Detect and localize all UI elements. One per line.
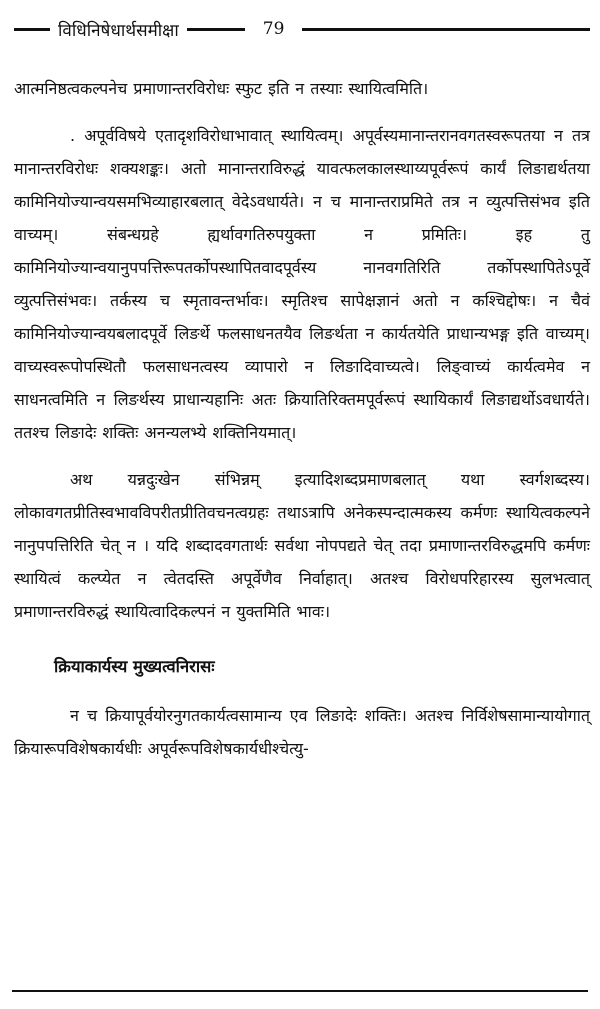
paragraph-4: न च क्रियापूर्वयोरनुगतकार्यत्वसामान्य एव लिङादेः शक्तिः। अतश्च निर्विशेषसामान्यायोगात् क्रियारूपविशेषकार्यधीः अपूर्वरूपविशेषकार्यधीश्चेत्यु- [14, 706, 590, 758]
header-rule-middle [187, 28, 245, 31]
page-body [14, 72, 590, 779]
paragraph-3: अथ यन्नदुःखेन संभिन्नम् इत्यादिशब्दप्रमाणबलात् यथा स्वर्गशब्दस्य। लोकावगतप्रीतिस्वभावविपरीतप्रीतिवचनत्वग्रहः तथाऽत्रापि अनेकस्पन्दात्मकस्य कर्मणः स्थायित्वकल्पने नानुपपत्तिरिति चेत् न । यदि शब्दादवगतार्थः सर्वथा नोपपद्यते चेत् तदा प्रमाणान्तरविरुद्धमपि कर्मणः स्थायित्वं कल्प्येत न त्वेतदस्ति अपूर्वेणैव निर्वाहात्। अतश्च विरोधपरिहारस्य सुलभत्वात् प्रमाणान्तरविरुद्धं स्थायित्वादिकल्पनं न युक्तमिति भावः। [14, 470, 590, 621]
header-rule-left [14, 28, 50, 31]
page-number: 79 [262, 19, 285, 39]
paragraph-2: . अपूर्वविषये एतादृशविरोधाभावात् स्थायित्वम्। अपूर्वस्यमानान्तरानवगतस्वरूपतया न तत्र मानान्तरविरोधः शक्यशङ्कः। अतो मानान्तराविरुद्धं यावत्फलकालस्थाय्यपूर्वरूपं कार्यं लिङाद्यर्थतया कामिनियोज्यान्वयसमभिव्याहारबलात् वेदेऽवधार्यते। न च मानान्तराप्रमिते तत्र न व्युत्पत्तिसंभव इति वाच्यम्। संबन्धग्रहे ह्यर्थावगतिरुपयुक्ता न प्रमितिः। इह तु कामिनियोज्यान्वयानुपपत्तिरूपतर्कोपस्थापितवादपूर्वस्य नानवगतिरिति तर्कोपस्थापितेऽपूर्वे व्युत्पत्तिसंभवः। तर्कस्य च स्मृतावन्तर्भावः। स्मृतिश्च सापेक्षज्ञानं अतो न कश्चिद्दोषः। न चैवं कामिनियोज्यान्वयबलादपूर्वे लिङर्थे फलसाधनतयैव लिङर्थता न कार्यतयेति प्राधान्यभङ्ग इति वाच्यम्। वाच्यस्वरूपोपस्थितौ फलसाधनत्वस्य व्यापारो न लिङादिवाच्यत्वे। लिङ्वाच्यं कार्यत्वमेव न साधनत्वमिति न लिङर्थस्य प्राधान्यहानिः अतः क्रियातिरिक्तमपूर्वरूपं स्थायिकार्यं लिङाद्यर्थोऽवधार्यते। ततश्च लिङादेः शक्तिः अनन्यलभ्ये शक्तिनियमात्। [14, 126, 590, 442]
running-title: विधिनिषेधार्थसमीक्षा [58, 20, 179, 41]
page-header [14, 14, 590, 44]
header-rule-right [302, 28, 590, 31]
section-heading: क्रियाकार्यस्य मुख्यत्वनिरासः [54, 657, 215, 676]
paragraph-1: आत्मनिष्ठत्वकल्पनेच प्रमाणान्तरविरोधः स्फुट इति न तस्याः स्थायित्वमिति। [14, 79, 429, 98]
footer-rule [12, 990, 588, 992]
